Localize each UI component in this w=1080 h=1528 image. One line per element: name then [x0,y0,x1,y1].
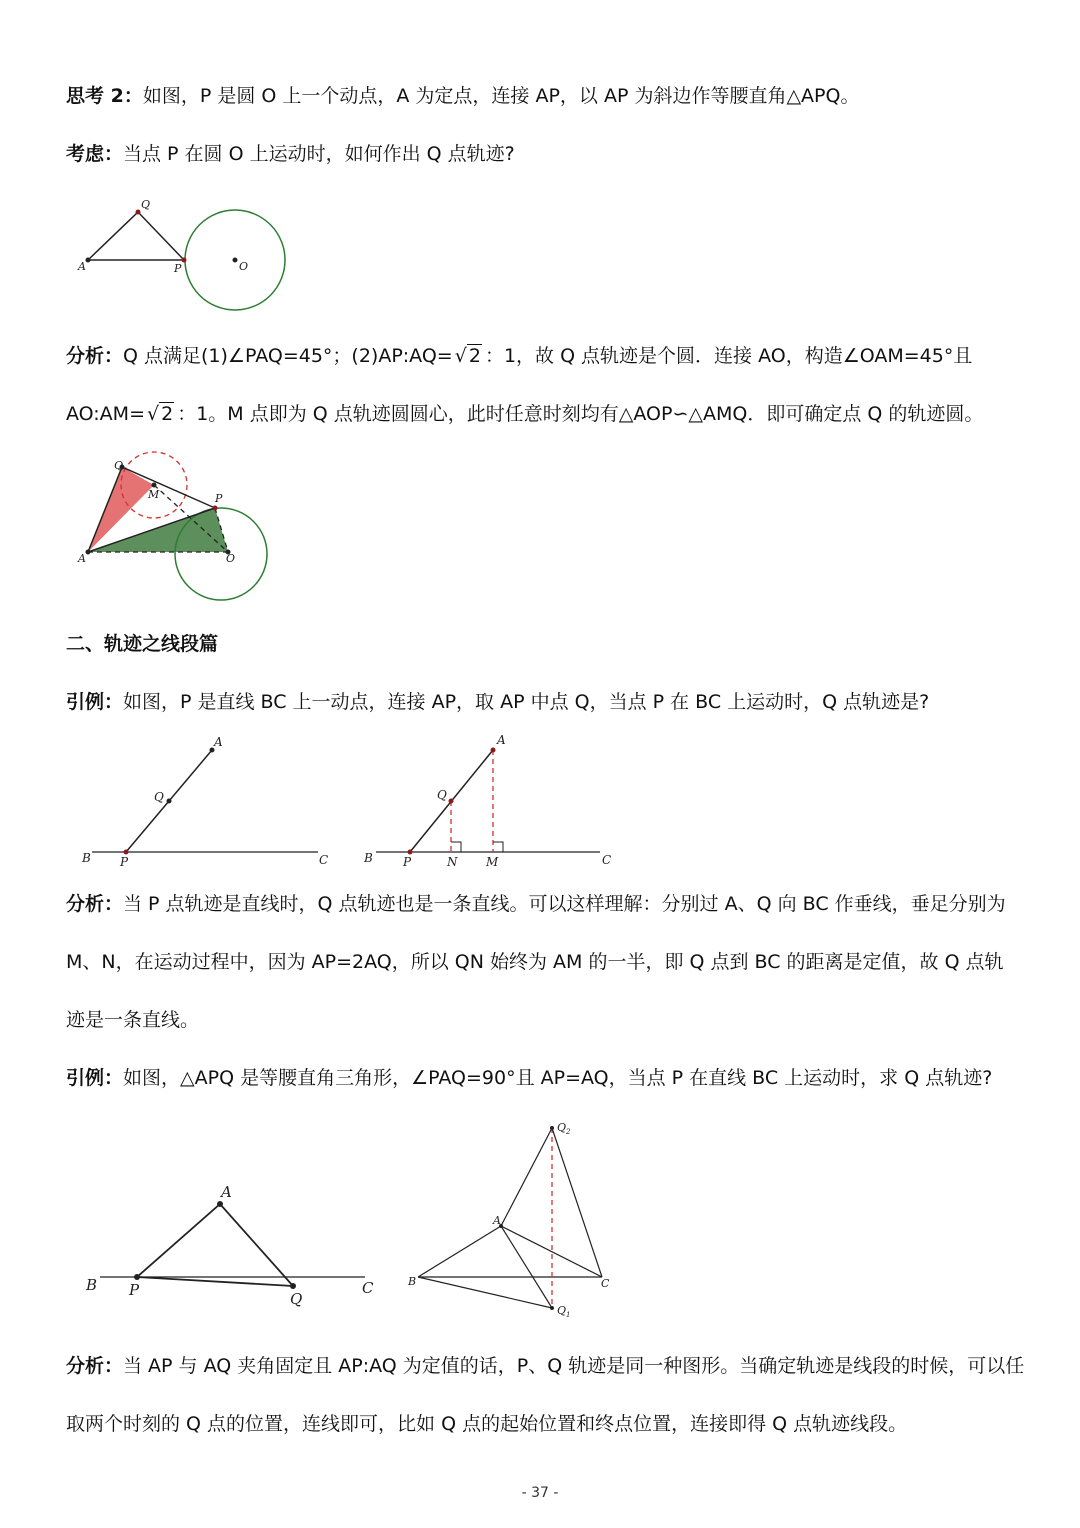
label-a: A [78,552,86,565]
consider-label: 考虑： [66,143,124,165]
analysis1-line2a: AO:AM= [66,403,145,425]
analysis1-line1b: ：1，故 Q 点轨迹是个圆．连接 AO，构造∠OAM=45°且 [484,345,973,367]
point-m [152,483,157,488]
point-q2 [550,1126,554,1130]
point-a-left [217,1201,223,1207]
label-q1-sub: 1 [566,1311,571,1319]
point-p [182,258,187,263]
analysis2-line2: M、N，在运动过程中，因为 AP=2AQ，所以 QN 始终为 AM 的一半，即 Q 点到 BC 的距离是定值，故 Q 点轨 [66,951,1004,973]
analysis2-line1 [66,892,1006,916]
sqrt-radicand-2: 2 [161,403,174,425]
analysis1-label: 分析： [66,345,124,367]
sqrt-2-symbol: √ 2 [454,345,481,367]
label-q1-letter: Q [557,1304,567,1317]
label-q-left: Q [290,1290,303,1308]
figure-midpoint-locus [70,730,630,875]
point-p-right [408,850,413,855]
label-p-left: P [129,1281,140,1299]
point-q-left [290,1283,296,1289]
label-q2-letter: Q [557,1121,567,1134]
segment-aq2 [501,1128,552,1226]
label-o: O [239,260,249,273]
analysis2-line3: 迹是一条直线。 [66,1009,200,1031]
sqrt-radicand: 2 [468,345,481,367]
analysis3-text1: 当 AP 与 AQ 夹角固定且 AP:AQ 为定值的话，P、Q 轨迹是同一种图形。当确定轨迹是线段的时候，可以任 [123,1355,1025,1377]
sqrt-2-symbol-2: √ 2 [147,403,174,425]
page-number: - 37 - [521,1485,559,1501]
label-p: P [215,492,223,505]
section2-title: 二、轨迹之线段篇 [66,633,219,655]
label-b-right: B [408,1275,417,1288]
label-b-left: B [86,1276,98,1294]
label-m-right: M [486,855,499,869]
label-p-left: P [120,855,129,869]
figure-similar-triangles [70,450,280,605]
analysis3-label: 分析： [66,1355,124,1377]
label-q2 [557,1121,571,1136]
think2-paragraph [66,84,859,108]
label-c-left: C [362,1279,374,1297]
consider-text: 当点 P 在圆 O 上运动时，如何作出 Q 点轨迹? [123,143,515,165]
point-q-right [449,799,454,804]
label-a-left: A [221,1183,232,1201]
analysis2-label: 分析： [66,893,124,915]
point-a [86,258,91,263]
example2-text: 如图，△APQ 是等腰直角三角形，∠PAQ=90°且 AP=AQ，当点 P 在直线 BC 上运动时，求 Q 点轨迹? [123,1067,993,1089]
point-q-left [167,799,172,804]
label-b-right: B [364,851,373,865]
segment-bq1 [418,1277,552,1308]
consider-paragraph [66,142,515,166]
think2-text: 如图，P 是圆 O 上一个动点，A 为定点，连接 AP，以 AP 为斜边作等腰直角△APQ。 [142,85,860,107]
right-angle-m [493,842,503,852]
label-c-right: C [601,1277,610,1290]
point-p-left [124,850,129,855]
label-m: M [148,488,160,501]
label-q: Q [114,459,124,472]
segment-ab [418,1226,501,1277]
example2-label: 引例： [66,1067,124,1089]
label-a-right: A [493,1214,501,1227]
analysis1-line1a: Q 点满足(1)∠PAQ=45°；(2)AP:AQ= [123,345,453,367]
example1-label: 引例： [66,691,124,713]
label-o: O [226,552,236,565]
label-q-right: Q [437,788,447,802]
analysis1-line1 [66,344,972,368]
triangle-apq [88,212,184,260]
right-angle-n [451,842,461,852]
point-p [213,506,218,511]
segment-q2c [552,1128,602,1277]
label-n-right: N [447,855,458,869]
point-q [136,210,141,215]
analysis1-line2 [66,402,983,426]
analysis3-line2: 取两个时刻的 Q 点的位置，连线即可，比如 Q 点的起始位置和终点位置，连接即得 Q 点轨迹线段。 [66,1413,908,1435]
label-a: A [78,260,86,273]
label-q-left: Q [154,790,164,804]
label-q1 [557,1304,571,1319]
label-a-right: A [497,733,506,747]
label-c-right: C [602,853,612,867]
point-q1 [550,1306,554,1310]
analysis2-text1: 当 P 点轨迹是直线时，Q 点轨迹也是一条直线。可以这样理解：分别过 A、Q 向 BC 作垂线，垂足分别为 [123,893,1006,915]
label-a-left: A [214,735,223,749]
label-c-left: C [319,853,329,867]
circle-o [175,508,267,600]
think2-label: 思考 2： [66,85,143,107]
label-b-left: B [82,851,91,865]
figure-right-isosceles-locus [70,1115,650,1325]
point-a [86,550,91,555]
label-p: P [174,262,182,275]
analysis3-line1 [66,1354,1024,1378]
label-q: Q [141,198,151,211]
point-a-right [491,748,496,753]
example1-paragraph [66,690,929,714]
point-p-left [134,1274,140,1280]
example1-text: 如图，P 是直线 BC 上一动点，连接 AP，取 AP 中点 Q，当点 P 在 BC 上运动时，Q 点轨迹是? [123,691,930,713]
example2-paragraph [66,1066,992,1090]
analysis1-line2b: ：1。M 点即为 Q 点轨迹圆圆心，此时任意时刻均有△AOP∽△AMQ．即可确定点 Q 的轨迹圆。 [177,403,984,425]
point-o [233,258,238,263]
label-p-right: P [403,855,412,869]
triangle-apq-left [137,1204,293,1286]
figure-triangle-circle [70,190,300,315]
label-q2-sub: 2 [566,1128,571,1136]
